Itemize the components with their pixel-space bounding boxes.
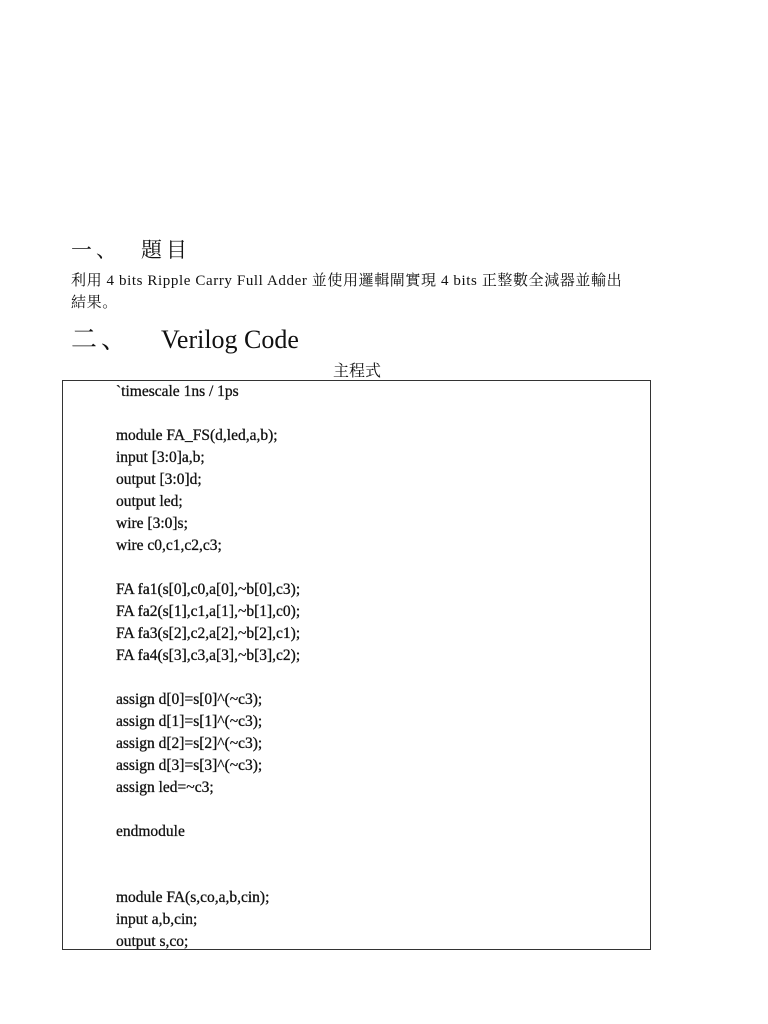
code-line: wire [3:0]s; — [116, 515, 188, 532]
code-line: module FA(s,co,a,b,cin); — [116, 889, 270, 906]
section2-number: 二、 — [71, 325, 132, 354]
code-line: wire c0,c1,c2,c3; — [116, 537, 222, 554]
code-line: assign d[2]=s[2]^(~c3); — [116, 735, 263, 752]
code-line: assign d[0]=s[0]^(~c3); — [116, 691, 263, 708]
code-line: assign d[3]=s[3]^(~c3); — [116, 757, 263, 774]
code-line: assign d[1]=s[1]^(~c3); — [116, 713, 263, 730]
code-line: `timescale 1ns / 1ps — [116, 383, 239, 400]
code-box — [62, 380, 651, 950]
section1-heading — [71, 234, 191, 264]
code-line: output s,co; — [116, 933, 189, 950]
code-line: module FA_FS(d,led,a,b); — [116, 427, 278, 444]
code-line: FA fa4(s[3],c3,a[3],~b[3],c2); — [116, 647, 301, 664]
section1-title: 題目 — [141, 238, 191, 262]
code-line: output led; — [116, 493, 183, 510]
paragraph-line-1: 利用 4 bits Ripple Carry Full Adder 並使用邏輯閘實現 4 bits 正整數全減器並輸出 — [71, 273, 623, 289]
code-line: endmodule — [116, 823, 185, 840]
code-line: input a,b,cin; — [116, 911, 198, 928]
code-line: input [3:0]a,b; — [116, 449, 205, 466]
section1-paragraph — [71, 270, 701, 314]
section2-heading — [71, 319, 299, 356]
section2-title: Verilog Code — [161, 325, 299, 354]
code-line: FA fa2(s[1],c1,a[1],~b[1],c0); — [116, 603, 301, 620]
code-line: FA fa1(s[0],c0,a[0],~b[0],c3); — [116, 581, 301, 598]
code-caption: 主程式 — [332, 361, 381, 380]
code-line: FA fa3(s[2],c2,a[2],~b[2],c1); — [116, 625, 301, 642]
section1-number: 一、 — [71, 238, 121, 262]
code-line: output [3:0]d; — [116, 471, 202, 488]
code-line: assign led=~c3; — [116, 779, 214, 796]
paragraph-line-2: 結果。 — [71, 295, 118, 311]
